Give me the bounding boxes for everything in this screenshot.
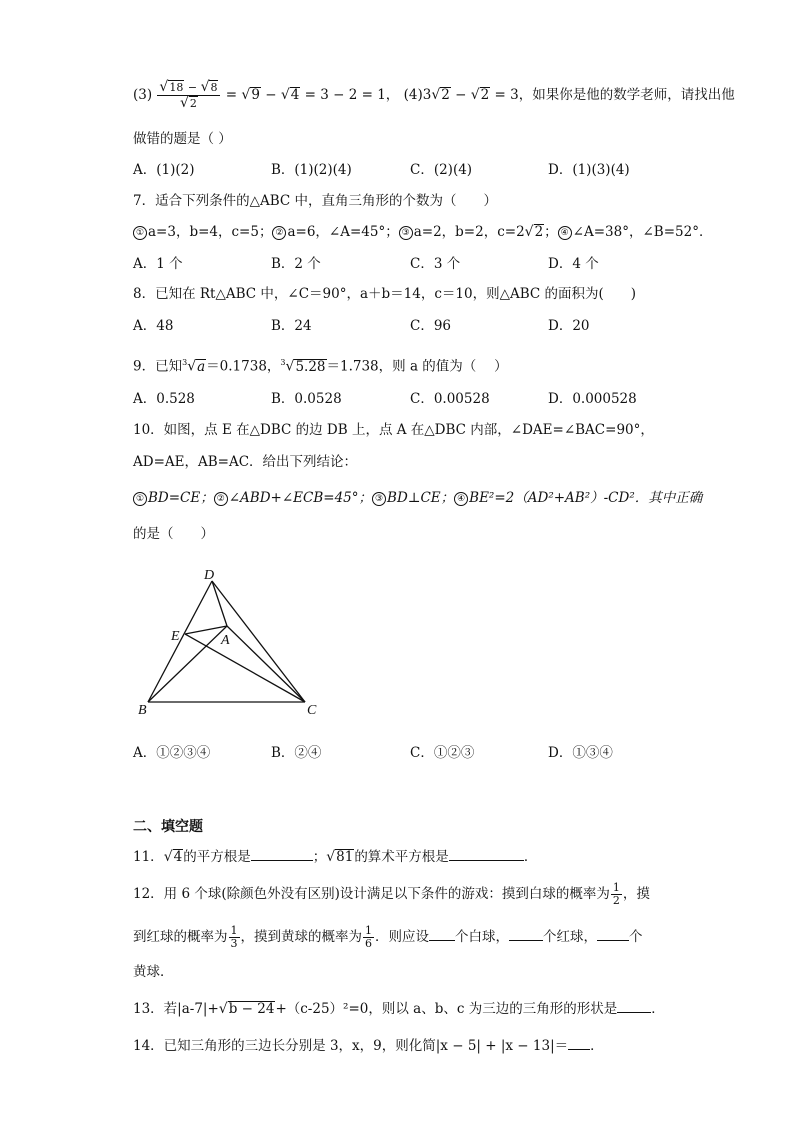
q6-option-c: C．(2)(4) [410, 162, 473, 178]
label-E: E [171, 629, 180, 644]
q13: 13．若|a-7|+√b − 24+（c-25）²=0，则以 a、b、c 为三边的三角形的形状是 ． [133, 998, 665, 1019]
triangle-figure [130, 560, 330, 720]
q7-option-b: B．2 个 [271, 256, 321, 272]
q10-line2: AD=AE，AB=AC．给出下列结论： [133, 454, 358, 470]
q10-line4: 的是（ ） [133, 526, 214, 542]
q12-line3: 黄球． [133, 964, 174, 980]
q6-option-b: B．(1)(2)(4) [271, 162, 352, 178]
label-B: B [138, 703, 147, 718]
q8-option-a: A．48 [133, 318, 174, 334]
q10-option-b: B．②④ [271, 745, 322, 761]
q6-option-a: A．(1)(2) [133, 162, 195, 178]
q7-option-a: A．1 个 [133, 256, 183, 272]
q6-line1: (3) $\frac{√18 - √8}{√2}$ = √9 − √4 = 3 − 2 = 1， (4)3√2 − √2 = 3，如果你是他的数学老师，请找出他 [133, 79, 735, 111]
q9-option-b: B．0.0528 [271, 391, 342, 407]
section-title: 二、填空题 [133, 819, 203, 835]
q7-conditions: ① a=3，b=4，c=5； ② a=6，∠A=45°； ③ a=2，b=2，c=2√2； ④ ∠A=38°，∠B=52°． [133, 222, 712, 242]
q8-option-b: B．24 [271, 318, 312, 334]
q6-line2: 做错的题是（ ） [133, 131, 232, 147]
q8-stem: 8．已知在 Rt△ABC 中，∠C＝90°，a＋b＝14，c＝10，则△ABC 的面积为( ) [133, 286, 637, 302]
q7-option-d: D．4 个 [548, 256, 599, 272]
q8-option-c: C．96 [410, 318, 452, 334]
q10-line1: 10．如图，点 E 在△DBC 的边 DB 上，点 A 在△DBC 内部，∠DAE=∠BAC=90°， [133, 422, 654, 438]
edge-DA [212, 581, 227, 626]
q7-option-c: C．3 个 [410, 256, 461, 272]
label-A: A [221, 633, 230, 648]
q12-blank-yellow[interactable] [597, 926, 629, 941]
q11-blank2[interactable] [449, 846, 524, 861]
q6-part3-fraction: $\frac{√18 - √8}{√2}$ [157, 80, 220, 111]
q12-blank-red[interactable] [509, 926, 543, 941]
q6-part3-label: (3) [133, 87, 153, 103]
q10-conclusions: ① BD=CE； ② ∠ABD+∠ECB=45°； ③ BD⊥CE； ④ BE²=2（AD²+AB²）-CD²．其中正确 [133, 488, 702, 508]
q8-option-d: D．20 [548, 318, 590, 334]
label-C: C [307, 703, 317, 718]
q10-option-a: A．①②③④ [133, 745, 211, 761]
q9-option-c: C．0.00528 [410, 391, 490, 407]
q6-option-d: D．(1)(3)(4) [548, 162, 630, 178]
q11: 11．√4的平方根是 ；√81的算术平方根是 ． [133, 846, 537, 867]
q9-stem: 9．已知$^3$√a＝0.1738，$^3$√5.28＝1.738，则 a 的值为（ ） [133, 358, 508, 375]
q7-stem: 7．适合下列条件的△ABC 中，直角三角形的个数为（ ） [133, 193, 498, 209]
q14-blank[interactable] [568, 1035, 590, 1050]
q12-blank-white[interactable] [429, 926, 455, 941]
q12-line1: 12．用 6 个球(除颜色外没有区别)设计满足以下条件的游戏：摸到白球的概率为 $\frac{1}{2}$ ，摸 [133, 881, 650, 907]
label-D: D [204, 568, 215, 583]
q13-blank[interactable] [617, 998, 651, 1013]
q11-blank1[interactable] [251, 846, 313, 861]
q12-line2: 到红球的概率为 $\frac{1}{3}$ ，摸到黄球的概率为 $\frac{1}{6}$ ．则应设 个白球， 个红球， 个 [133, 924, 643, 950]
q10-option-c: C．①②③ [410, 745, 475, 761]
edge-DB [148, 581, 212, 702]
q14: 14．已知三角形的三边长分别是 3，x，9，则化简|x − 5| + |x − 13|＝ ． [133, 1035, 604, 1056]
q9-option-a: A．0.528 [133, 391, 195, 407]
edge-BA [148, 626, 227, 702]
q10-option-d: D．①③④ [548, 745, 613, 761]
q9-option-d: D．0.000528 [548, 391, 637, 407]
